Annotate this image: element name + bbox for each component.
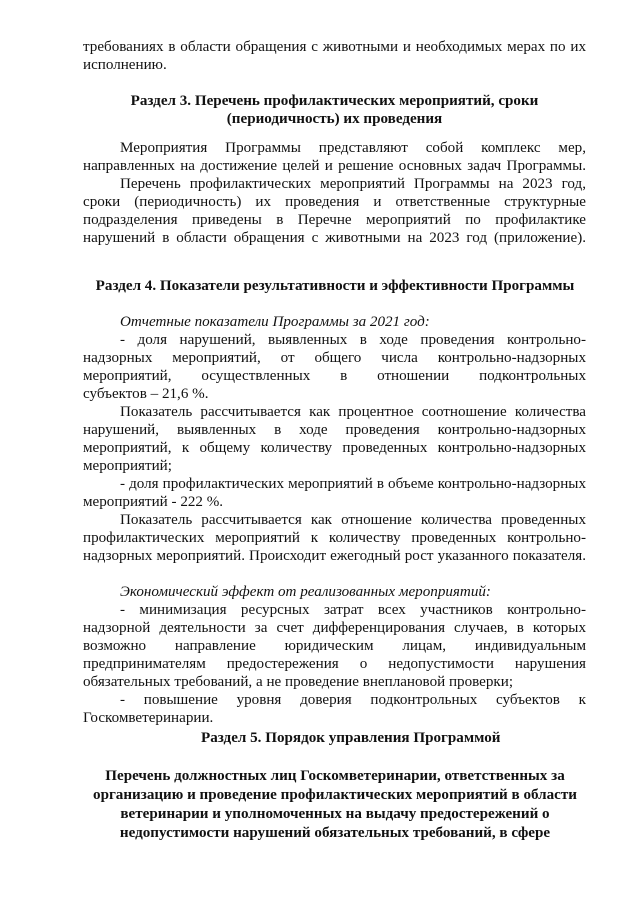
section3-p2-line-3: подразделения приведены в Перечне мероприятий по профилактике: [83, 212, 586, 228]
calc2-line-1: Показатель рассчитывается как отношение количества проведенных: [120, 512, 586, 528]
section5-subheading-line-3: ветеринарии и уполномоченных на выдачу предостережений о: [120, 806, 550, 822]
section3-p1-line-1: Мероприятия Программы представляют собой комплекс мер,: [120, 140, 586, 156]
effect1-line-1: - минимизация ресурсных затрат всех участников контрольно-: [120, 602, 586, 618]
effect1-line-4: предпринимателям предостережения о недопустимости нарушения: [83, 656, 586, 672]
section5-subheading-line-1: Перечень должностных лиц Госкомветеринарии, ответственных за: [105, 768, 565, 784]
calc1-line-1: Показатель рассчитывается как процентное соотношение количества: [120, 404, 586, 420]
section3-p2-line-4: нарушений в области обращения с животными на 2023 год (приложение).: [83, 230, 586, 246]
calc1-line-4: мероприятий;: [83, 458, 172, 474]
section3-p2-line-1: Перечень профилактических мероприятий Программы на 2023 год,: [120, 176, 586, 192]
intro-line-1: требованиях в области обращения с животными и необходимых мерах по их: [83, 39, 586, 55]
calc1-line-3: мероприятий, к общему количеству проведенных контрольно-надзорных: [83, 440, 586, 456]
section4-heading: Раздел 4. Показатели результативности и эффективности Программы: [95, 278, 575, 294]
indicator1-line-3: мероприятий, осуществленных в отношении подконтрольных: [83, 368, 586, 384]
section3-p2-line-2: сроки (периодичность) их проведения и ответственные структурные: [83, 194, 586, 210]
section5-subheading-line-2: организацию и проведение профилактических мероприятий в области: [93, 787, 577, 803]
indicator2-line-2: мероприятий - 222 %.: [83, 494, 224, 510]
calc2-line-3: надзорных мероприятий. Происходит ежегодный рост указанного показателя.: [83, 548, 586, 564]
effect2-line-2: Госкомветеринарии.: [83, 710, 214, 726]
reported-indicators-title: Отчетные показатели Программы за 2021 год:: [120, 314, 430, 330]
indicator1-line-1: - доля нарушений, выявленных в ходе проведения контрольно-: [120, 332, 586, 348]
section3-heading-line-1: Раздел 3. Перечень профилактических мероприятий, сроки: [130, 93, 539, 109]
economic-effect-title: Экономический эффект от реализованных мероприятий:: [120, 584, 491, 600]
section5-subheading-line-4: недопустимости нарушений обязательных требований, в сфере: [119, 825, 551, 841]
section3-p1-line-2: направленных на достижение целей и решение основных задач Программы.: [83, 158, 586, 174]
effect1-line-5: обязательных требований, а не проведение внеплановой проверки;: [83, 674, 514, 690]
section3-heading-line-2: (периодичность) их проведения: [226, 111, 443, 127]
calc2-line-2: профилактических мероприятий к количеству проведенных контрольно-: [83, 530, 586, 546]
effect1-line-2: надзорной деятельности за счет дифференцирования случаев, в которых: [83, 620, 586, 636]
indicator2-line-1: - доля профилактических мероприятий в объеме контрольно-надзорных: [120, 476, 586, 492]
effect2-line-1: - повышение уровня доверия подконтрольных субъектов к: [120, 692, 586, 708]
intro-line-2: исполнению.: [83, 57, 167, 73]
effect1-line-3: возможно направление юридическим лицам, индивидуальным: [83, 638, 586, 654]
calc1-line-2: нарушений, выявленных в ходе проведения контрольно-надзорных: [83, 422, 586, 438]
indicator1-line-4: субъектов – 21,6 %.: [83, 386, 209, 402]
section5-heading: Раздел 5. Порядок управления Программой: [201, 730, 501, 746]
indicator1-line-2: надзорных мероприятий, от общего числа контрольно-надзорных: [83, 350, 586, 366]
